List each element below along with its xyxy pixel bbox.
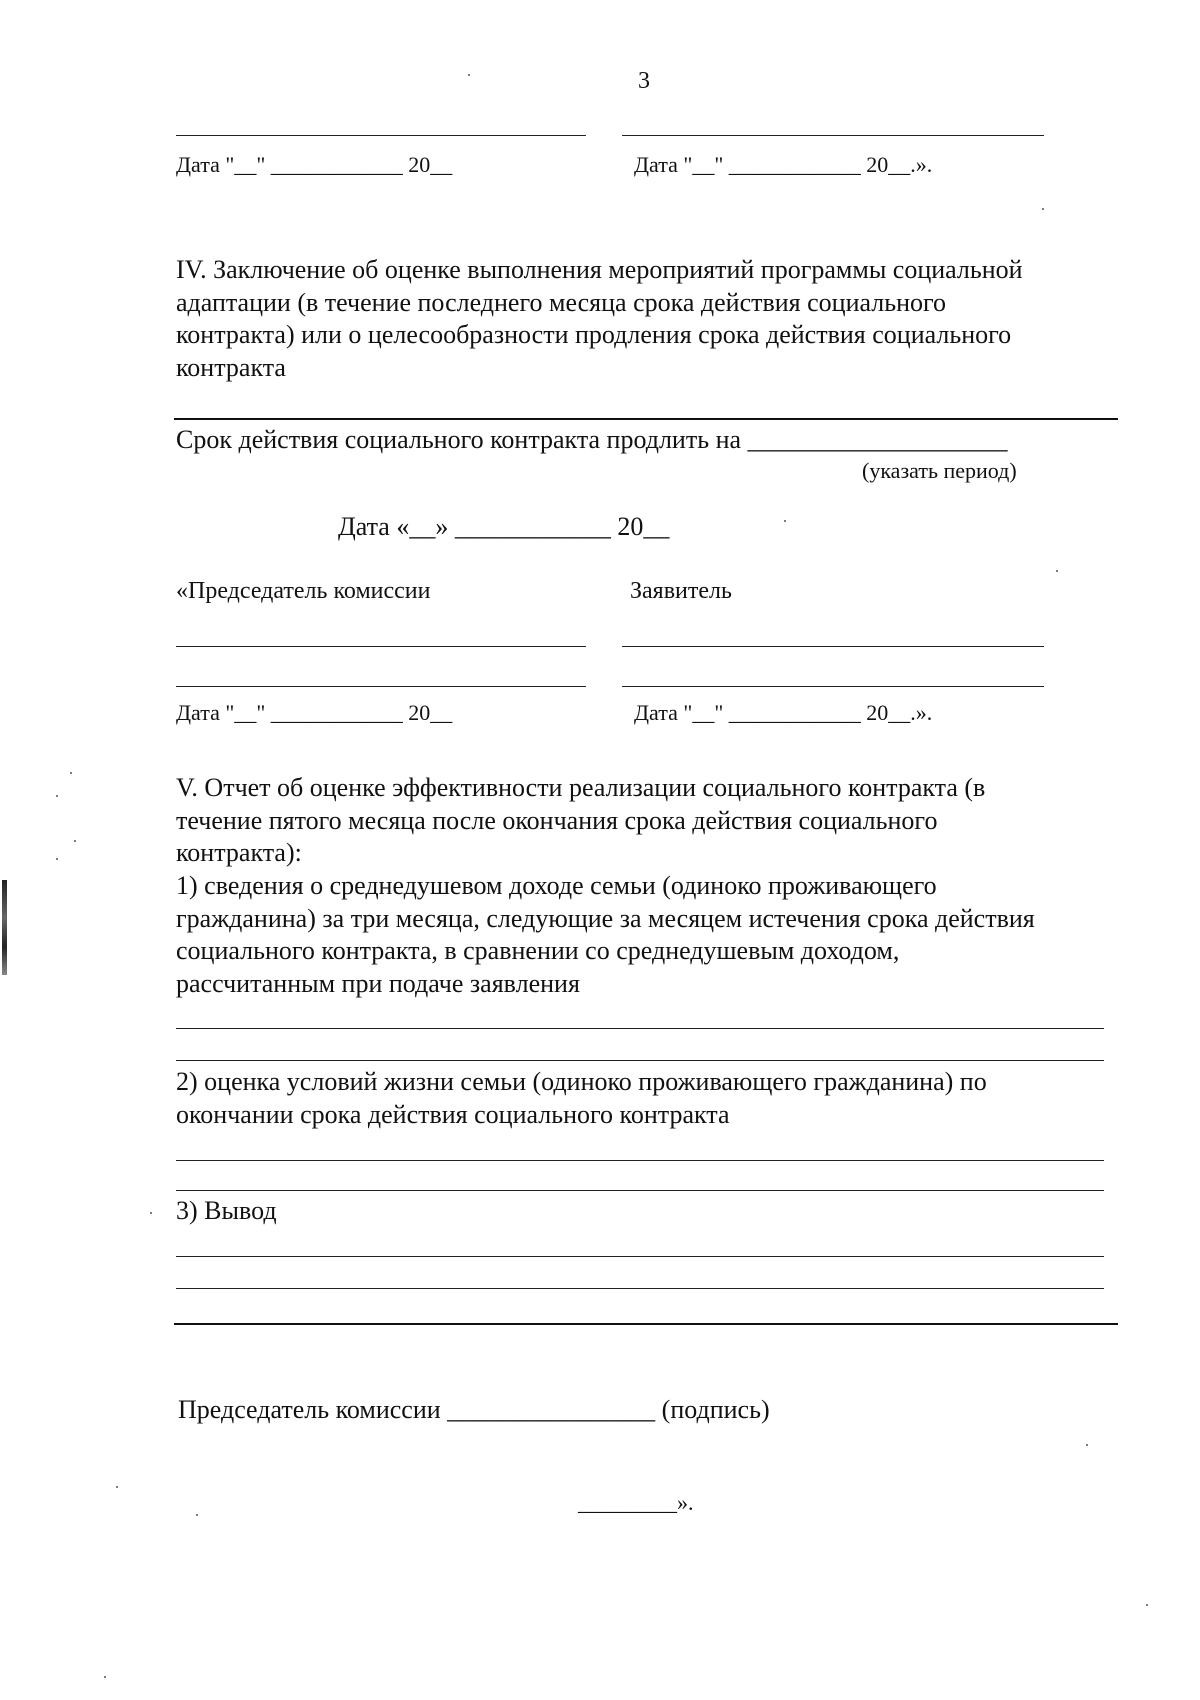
item-line: 2) оценка условий жизни семьи (одиноко проживающего гражданина) по	[176, 1067, 987, 1096]
date-field-right: Дата "__" ____________ 20__.».	[634, 152, 933, 177]
scan-speck	[784, 520, 786, 522]
scan-speck	[104, 1676, 106, 1678]
scan-speck	[116, 1486, 118, 1488]
answer-line	[176, 1028, 1104, 1029]
scan-speck	[150, 1212, 152, 1214]
scan-speck	[56, 795, 58, 797]
section-iv-heading	[176, 254, 1115, 384]
heading-line: адаптации (в течение последнего месяца срока действия социального	[176, 287, 947, 317]
section-v-heading	[176, 772, 1115, 870]
date-field-left: Дата "__" ____________ 20__	[176, 152, 453, 177]
signature-line	[622, 646, 1044, 647]
item-line: рассчитанным при подаче заявления	[176, 968, 580, 998]
signature-line	[622, 135, 1044, 136]
closing-mark: _________».	[578, 1490, 694, 1515]
heading-line: IV. Заключение об оценке выполнения мероприятий программы социальной	[176, 255, 1023, 284]
heading-line: контракта):	[176, 838, 302, 867]
chairman-label: «Председатель комиссии	[176, 578, 431, 604]
scan-speck	[1146, 1604, 1148, 1606]
applicant-label: Заявитель	[630, 578, 732, 604]
heading-line: контракта	[176, 352, 286, 382]
extend-contract-text: Срок действия социального контракта продлить на ____________________	[176, 425, 1008, 454]
heading-line: контракта) или о целесообразности продления срока действия социального	[176, 320, 1012, 349]
scan-speck	[468, 74, 470, 76]
signature-line	[176, 135, 586, 136]
scan-speck	[1086, 1444, 1088, 1446]
item-line: 1) сведения о среднедушевом доходе семьи (одиноко проживающего	[176, 871, 937, 900]
answer-line	[176, 1160, 1104, 1161]
heading-line: V. Отчет об оценке эффективности реализации социального контракта (в	[176, 773, 986, 802]
signature-line	[176, 686, 586, 687]
date-field-left: Дата "__" ____________ 20__	[176, 700, 453, 725]
answer-line	[176, 1256, 1104, 1257]
item-line: социального контракта, в сравнении со среднедушевым доходом,	[176, 936, 900, 965]
item-3-conclusion: 3) Вывод	[176, 1196, 277, 1225]
answer-line	[176, 1288, 1104, 1289]
date-field-right: Дата "__" ____________ 20__.».	[634, 700, 933, 725]
scan-speck	[56, 858, 58, 860]
answer-line	[176, 1190, 1104, 1191]
scan-speck	[74, 840, 76, 842]
heading-line: течение пятого месяца после окончания срока действия социального	[176, 805, 938, 835]
divider	[174, 1323, 1118, 1325]
page-number: 3	[638, 68, 650, 94]
item-2-living-conditions	[176, 1066, 1115, 1131]
item-line: окончании срока действия социального контракта	[176, 1099, 730, 1129]
item-line: гражданина) за три месяца, следующие за месяцем истечения срока действия	[176, 903, 1035, 933]
scan-speck	[70, 772, 72, 774]
scan-speck	[1042, 208, 1044, 210]
signature-line	[176, 646, 586, 647]
scan-speck	[1056, 570, 1058, 572]
chairman-signature: Председатель комиссии ________________ (подпись)	[178, 1395, 770, 1424]
period-hint: (указать период)	[862, 458, 1017, 483]
scan-speck	[196, 1514, 198, 1516]
decision-date: Дата «__» ____________ 20__	[338, 512, 670, 541]
item-1-income	[176, 870, 1115, 1000]
signature-line	[622, 686, 1044, 687]
divider	[174, 418, 1118, 420]
answer-line	[176, 1060, 1104, 1061]
scan-edge-mark	[2, 880, 7, 975]
